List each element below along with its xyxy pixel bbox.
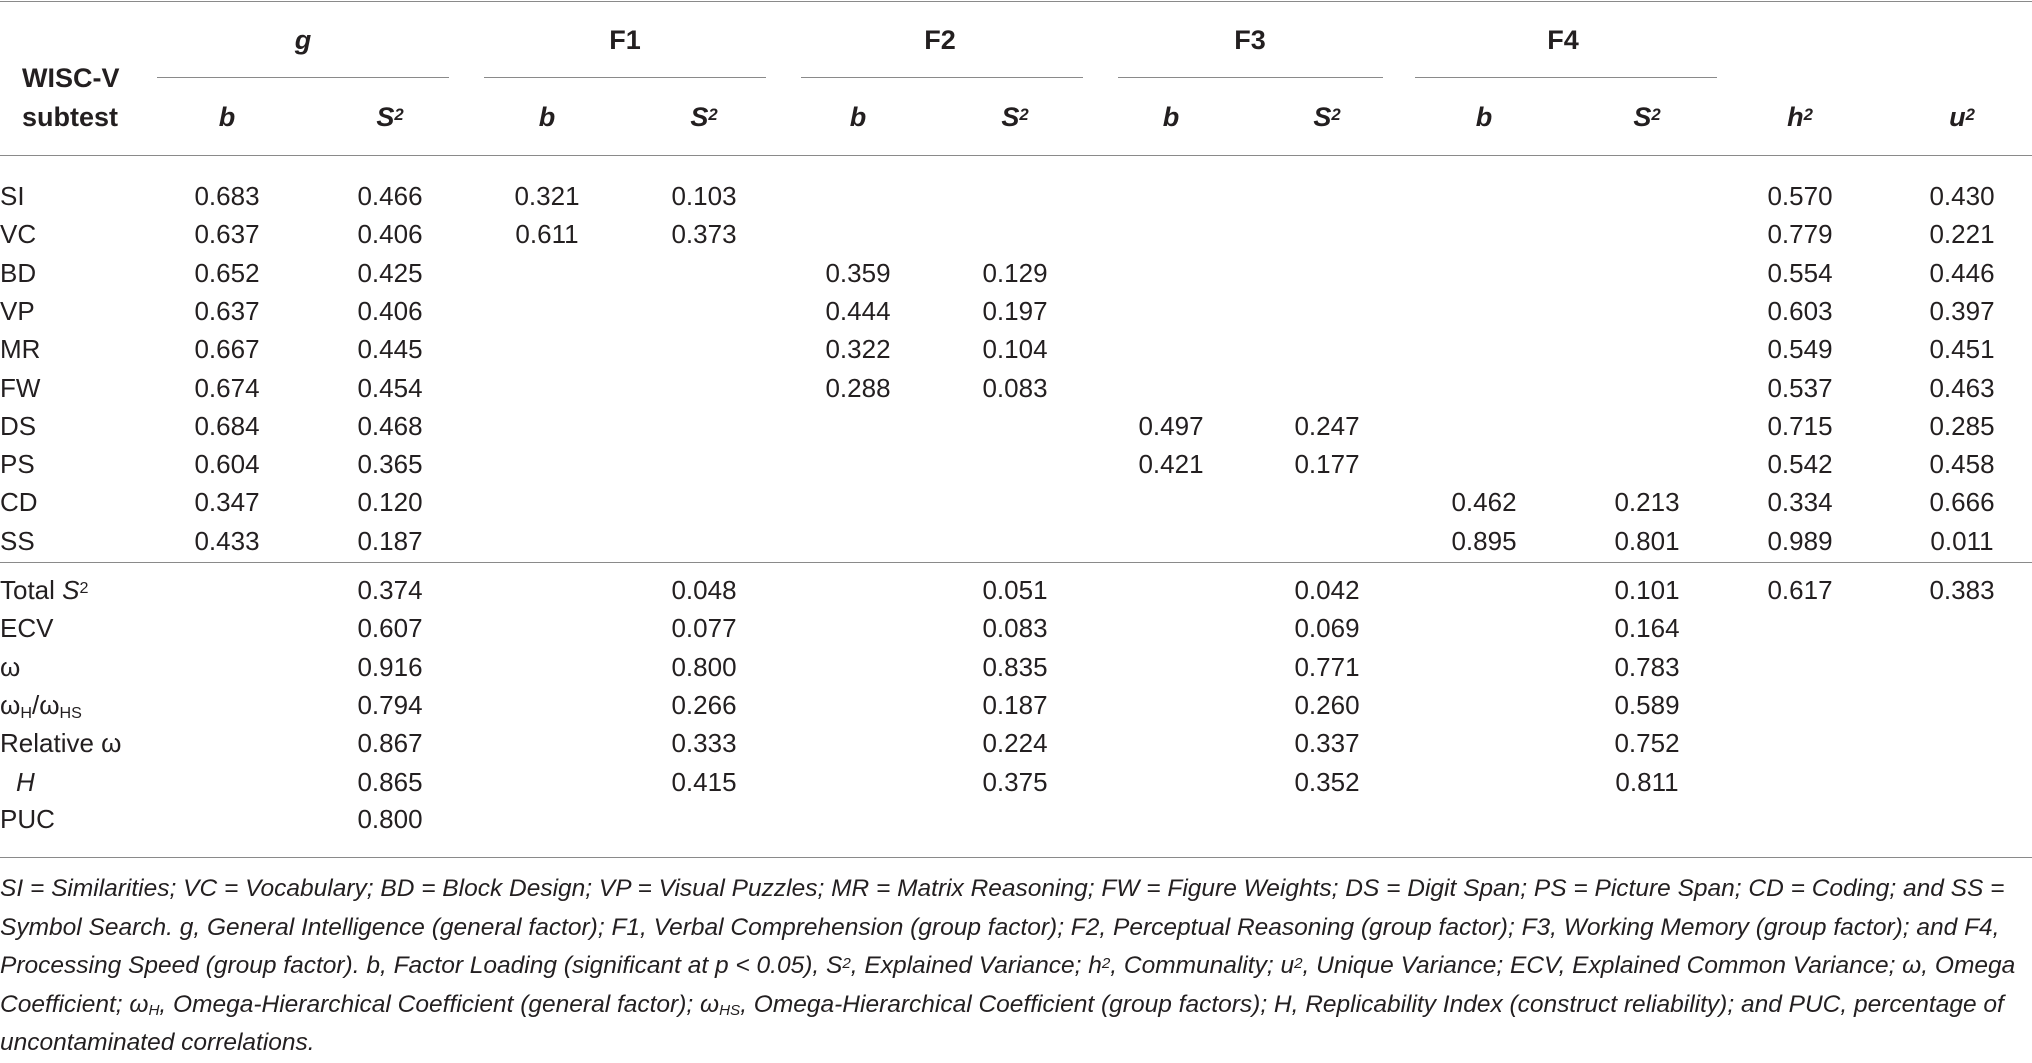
col-header-f3-s2: $S^2$ — [1313, 102, 1341, 132]
col-header-f1-s2: $S^2$ — [690, 102, 718, 132]
row-label: MR — [0, 334, 41, 365]
table-cell: 0.288 — [825, 372, 891, 403]
summary-label-ecv: ECV — [0, 613, 54, 643]
summary-cell: 0.083 — [982, 613, 1048, 643]
table-cell: 0.120 — [357, 487, 423, 518]
table-cell: 0.542 — [1767, 449, 1833, 480]
summary-cell: 0.224 — [982, 728, 1048, 758]
table-cell: 0.715 — [1767, 410, 1833, 441]
table-cell: 0.083 — [982, 372, 1048, 403]
table-cell: 0.322 — [825, 334, 891, 365]
table-cell: 0.895 — [1451, 525, 1517, 556]
summary-cell: 0.589 — [1614, 690, 1680, 720]
row-label: FW — [0, 372, 41, 403]
summary-cell: 0.337 — [1294, 728, 1360, 758]
col-header-u2: $u^2$ — [1949, 102, 1975, 132]
col-header-f4-b: b — [1475, 102, 1493, 132]
group-rule-f4 — [1415, 77, 1717, 78]
table-cell: 0.570 — [1767, 181, 1833, 211]
table-cell: 0.667 — [194, 334, 260, 365]
table-cell: 0.213 — [1614, 487, 1680, 518]
corner-header-line2: subtest — [22, 102, 119, 132]
table-cell: 0.397 — [1929, 295, 1995, 326]
table-cell: 0.652 — [194, 257, 260, 288]
table-top-rule — [0, 1, 2032, 2]
table-cell: 0.425 — [357, 257, 423, 288]
group-rule-f1 — [484, 77, 766, 78]
row-label: BD — [0, 257, 37, 288]
summary-cell: 0.375 — [982, 767, 1048, 797]
corner-header-line1: WISC-V — [22, 63, 120, 93]
table-cell: 0.011 — [1930, 525, 1994, 556]
summary-cell: 0.811 — [1615, 767, 1679, 797]
table-cell: 0.603 — [1767, 295, 1833, 326]
table-cell: 0.445 — [357, 334, 423, 365]
table-cell: 0.406 — [357, 295, 423, 326]
row-label: VP — [0, 295, 35, 326]
row-label: SS — [0, 525, 35, 556]
col-header-f1-b: b — [538, 102, 556, 132]
summary-cell: 0.867 — [357, 728, 423, 758]
summary-cell: 0.607 — [357, 613, 423, 643]
table-cell: 0.177 — [1294, 449, 1360, 480]
group-rule-g — [157, 77, 449, 78]
table-cell: 0.674 — [194, 372, 260, 403]
col-header-g-s2: $S^2$ — [376, 102, 404, 132]
table-cell: 0.451 — [1929, 334, 1995, 365]
col-header-g-b: b — [218, 102, 236, 132]
summary-cell: 0.916 — [357, 652, 423, 682]
summary-label-total: Total $S^2$ — [0, 575, 89, 605]
table-cell: 0.554 — [1767, 257, 1833, 288]
row-label: SI — [0, 181, 25, 211]
summary-cell: 0.187 — [982, 690, 1048, 720]
summary-cell: 0.865 — [357, 767, 423, 797]
table-cell: 0.466 — [357, 181, 423, 211]
table-cell: 0.637 — [194, 219, 260, 250]
table-cell: 0.537 — [1767, 372, 1833, 403]
body-bottom-rule — [0, 562, 2032, 563]
table-cell: 0.666 — [1929, 487, 1995, 518]
summary-cell: 0.800 — [671, 652, 737, 682]
summary-label-h-index: H — [16, 767, 35, 797]
table-cell: 0.637 — [194, 295, 260, 326]
table-cell: 0.497 — [1138, 410, 1204, 441]
summary-label-puc: PUC — [0, 804, 55, 834]
table-cell: 0.549 — [1767, 334, 1833, 365]
table-cell: 0.468 — [357, 410, 423, 441]
table-cell: 0.285 — [1929, 410, 1995, 441]
summary-label-omega: ω — [0, 652, 21, 682]
group-rule-f2 — [801, 77, 1083, 78]
summary-cell: 0.800 — [357, 804, 423, 834]
summary-cell: 0.794 — [357, 690, 423, 720]
summary-label-relative-omega: Relative ω — [0, 728, 122, 758]
header-bottom-rule — [0, 155, 2032, 156]
table-cell: 0.462 — [1451, 487, 1517, 518]
summary-cell: 0.415 — [671, 767, 737, 797]
table-cell: 0.365 — [357, 449, 423, 480]
table-cell: 0.321 — [514, 181, 580, 211]
table-cell: 0.446 — [1929, 257, 1995, 288]
group-rule-f3 — [1118, 77, 1383, 78]
table-cell: 0.221 — [1929, 219, 1995, 250]
col-header-f3-b: b — [1162, 102, 1180, 132]
table-footnote: SI = Similarities; VC = Vocabulary; BD = Block Design; VP = Visual Puzzles; MR = Matrix Reasoning; FW = Figure Weights; DS = Digit Span; PS = Picture Span; CD = Coding; and SS = Symbol Search. g, General Intelligence (general factor); F1, Verbal Comprehension (group factor); F2, Perceptual Reasoning (group factor); F3, Working Memory (group factor); and F4, Processing Speed (group factor). b, Factor Loading (significant at p < 0.05), $S^2$, Explained Variance; $h^2$, Communality; $u^2$, Unique Variance; ECV, Explained Common Variance; ω, Omega Coefficient; $\omega_H$, Omega-Hierarchical Coefficient (general factor); $\omega_{HS}$, Omega-Hierarchical Coefficient (group factors); H, Replicability Index (construct reliability); and PUC, percentage of uncontaminated correlations. — [0, 875, 2016, 1056]
group-header-f1: F1 — [609, 25, 641, 55]
col-header-f4-s2: $S^2$ — [1633, 102, 1661, 132]
table-cell: 0.779 — [1767, 219, 1833, 250]
table-cell: 0.444 — [825, 295, 891, 326]
table-cell: 0.604 — [194, 449, 260, 480]
summary-cell: 0.771 — [1294, 652, 1360, 682]
group-header-g: g — [294, 25, 312, 55]
table-bottom-rule — [0, 857, 2032, 858]
summary-cell: 0.051 — [982, 575, 1048, 605]
row-label: VC — [0, 219, 37, 250]
row-label: CD — [0, 487, 38, 518]
table-cell: 0.334 — [1767, 487, 1833, 518]
table-cell: 0.197 — [982, 295, 1048, 326]
summary-cell: 0.352 — [1294, 767, 1360, 797]
table-cell: 0.458 — [1929, 449, 1995, 480]
summary-cell: 0.752 — [1614, 728, 1680, 758]
table-cell: 0.463 — [1929, 372, 1995, 403]
col-header-f2-s2: $S^2$ — [1001, 102, 1029, 132]
table-cell: 0.406 — [357, 219, 423, 250]
table-cell: 0.611 — [515, 219, 579, 250]
table-cell: 0.433 — [194, 525, 260, 556]
summary-cell: 0.260 — [1294, 690, 1360, 720]
summary-cell: 0.617 — [1767, 575, 1833, 605]
col-header-h2: $h^2$ — [1787, 102, 1813, 132]
table-cell: 0.104 — [982, 334, 1048, 365]
summary-label-omega-hierarchical: $\omega_H/\omega_{HS}$ — [0, 690, 82, 723]
group-header-f3: F3 — [1234, 25, 1266, 55]
table-cell: 0.247 — [1294, 410, 1360, 441]
group-header-f4: F4 — [1547, 25, 1579, 55]
table-cell: 0.359 — [825, 257, 891, 288]
table-cell: 0.187 — [357, 525, 423, 556]
summary-cell: 0.048 — [671, 575, 737, 605]
summary-cell: 0.164 — [1614, 613, 1680, 643]
summary-cell: 0.042 — [1294, 575, 1360, 605]
table-cell: 0.989 — [1767, 525, 1833, 556]
col-header-f2-b: b — [849, 102, 867, 132]
summary-cell: 0.069 — [1294, 613, 1360, 643]
table-cell: 0.347 — [194, 487, 260, 518]
summary-cell: 0.374 — [357, 575, 423, 605]
summary-cell: 0.835 — [982, 652, 1048, 682]
table-cell: 0.103 — [671, 181, 737, 211]
summary-cell: 0.333 — [671, 728, 737, 758]
summary-cell: 0.101 — [1614, 575, 1680, 605]
summary-cell: 0.077 — [671, 613, 737, 643]
table-cell: 0.373 — [671, 219, 737, 250]
table-cell: 0.421 — [1138, 449, 1204, 480]
row-label: DS — [0, 410, 37, 441]
summary-cell: 0.383 — [1929, 575, 1995, 605]
table-cell: 0.683 — [194, 181, 260, 211]
table-cell: 0.430 — [1929, 181, 1995, 211]
summary-cell: 0.783 — [1614, 652, 1680, 682]
table-cell: 0.454 — [357, 372, 423, 403]
table-cell: 0.801 — [1614, 525, 1680, 556]
row-label: PS — [0, 449, 35, 480]
summary-cell: 0.266 — [671, 690, 737, 720]
group-header-f2: F2 — [924, 25, 956, 55]
table-cell: 0.129 — [982, 257, 1048, 288]
table-cell: 0.684 — [194, 410, 260, 441]
